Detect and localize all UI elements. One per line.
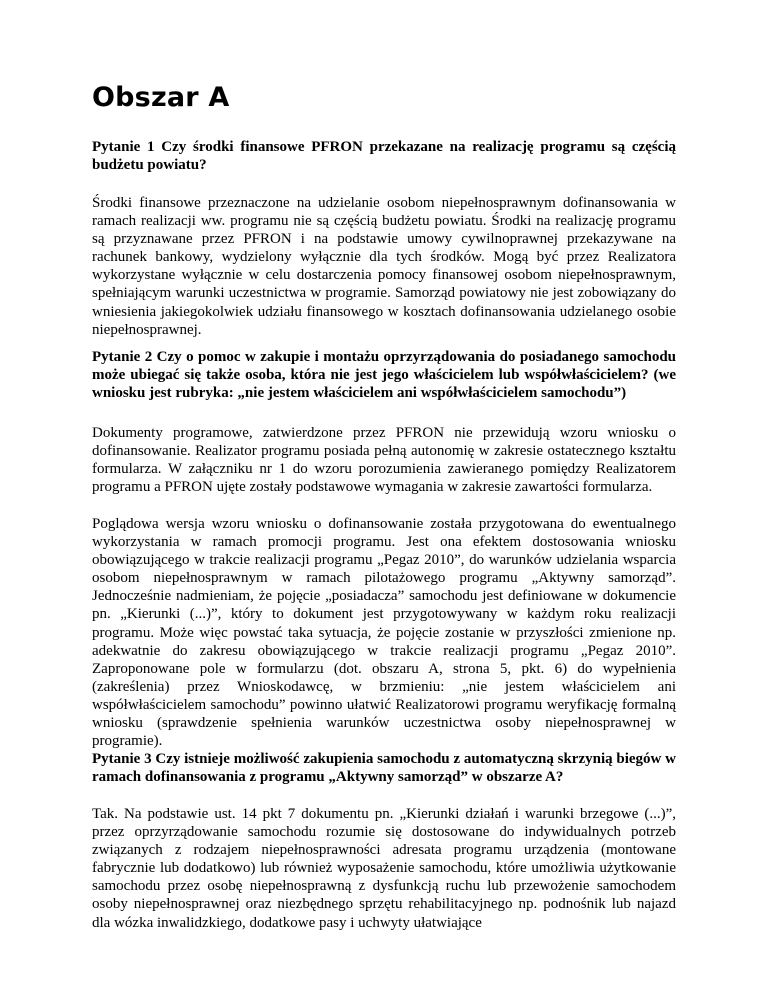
answer-1: Środki finansowe przeznaczone na udzielanie osobom niepełnosprawnym dofinansowania w ramach realizacji ww. programu nie są częścią budżetu powiatu. Środki na realizację programu są przyznawane przez PFRON i na podstawie umowy cywilnoprawnej przekazywane na rachunek bankowy, wydzielony wyłącznie dla tych środków. Mogą być przez Realizatora wykorzystane wyłącznie w celu dostarczenia pomocy finansowej osobom niepełnosprawnym, spełniającym warunki uczestnictwa w programie. Samorząd powiatowy nie jest zobowiązany do wniesienia jakiegokolwiek udziału finansowego w kosztach dofinansowania udzielanego osobie niepełnosprawnej. <box>92 195 676 338</box>
answer-2-paragraph-2: Poglądowa wersja wzoru wniosku o dofinansowanie została przygotowana do ewentualnego wykorzystania w ramach promocji programu. Jest ona efektem dostosowania wniosku obowiązującego w trakcie realizacji programu „Pegaz 2010”, do warunków udzielania wsparcia osobom niepełnosprawnym w ramach pilotażowego programu „Aktywny samorząd”. Jednocześnie nadmieniam, że pojęcie „posiadacza” samochodu jest definiowane w dokumencie pn. „Kierunki (...)”, który to dokument jest przygotowywany w każdym roku realizacji programu. Może więc powstać taka sytuacja, że pojęcie zostanie w przyszłości zmienione np. adekwatnie do zakresu obowiązującego w trakcie realizacji programu „Pegaz 2010”. Zaproponowane pole w formularzu (dot. obszaru A, strona 5, pkt. 6) do wypełnienia (zakreślenia) przez Wnioskodawcę, w brzmieniu: „nie jestem właścicielem ani współwłaścicielem samochodu” powinno ułatwić Realizatorowi programu weryfikację formalną wniosku (sprawdzenie spełnienia warunków uczestnictwa osoby niepełnosprawnej w programie). <box>92 516 676 750</box>
question-2: Pytanie 2 Czy o pomoc w zakupie i montażu oprzyrządowania do posiadanego samochodu może ubiegać się także osoba, która nie jest jego właścicielem lub współwłaścicielem? (we wniosku jest rubryka: „nie jestem właścicielem ani współwłaścicielem samochodu”) <box>92 349 676 402</box>
question-3: Pytanie 3 Czy istnieje możliwość zakupienia samochodu z automatyczną skrzynią biegów w ramach dofinansowania z programu „Aktywny samorząd” w obszarze A? <box>92 751 676 786</box>
section-heading: Obszar A <box>92 82 230 113</box>
answer-3: Tak. Na podstawie ust. 14 pkt 7 dokumentu pn. „Kierunki działań i warunki brzegowe (...)”, przez oprzyrządowanie samochodu rozumie się dostosowane do indywidualnych potrzeb związanych z rodzajem niepełnosprawności adresata programu urządzenia (montowane fabrycznie lub dodatkowo) lub również wyposażenie samochodu, które umożliwia użytkowanie samochodu przez osobę niepełnosprawną z dysfunkcją ruchu lub przewożenie samochodem osoby niepełnosprawnej oraz niezbędnego sprzętu rehabilitacyjnego np. podnośnik lub najazd dla wózka inwalidzkiego, dodatkowe pasy i uchwyty ułatwiające <box>92 806 676 931</box>
answer-2-paragraph-1: Dokumenty programowe, zatwierdzone przez PFRON nie przewidują wzoru wniosku o dofinansowanie. Realizator programu posiada pełną autonomię w zakresie ostatecznego kształtu formularza. W załączniku nr 1 do wzoru porozumienia zawieranego pomiędzy Realizatorem programu a PFRON ujęte zostały podstawowe wymagania w zakresie zawartości formularza. <box>92 425 676 496</box>
question-1: Pytanie 1 Czy środki finansowe PFRON przekazane na realizację programu są częścią budżetu powiatu? <box>92 139 676 174</box>
